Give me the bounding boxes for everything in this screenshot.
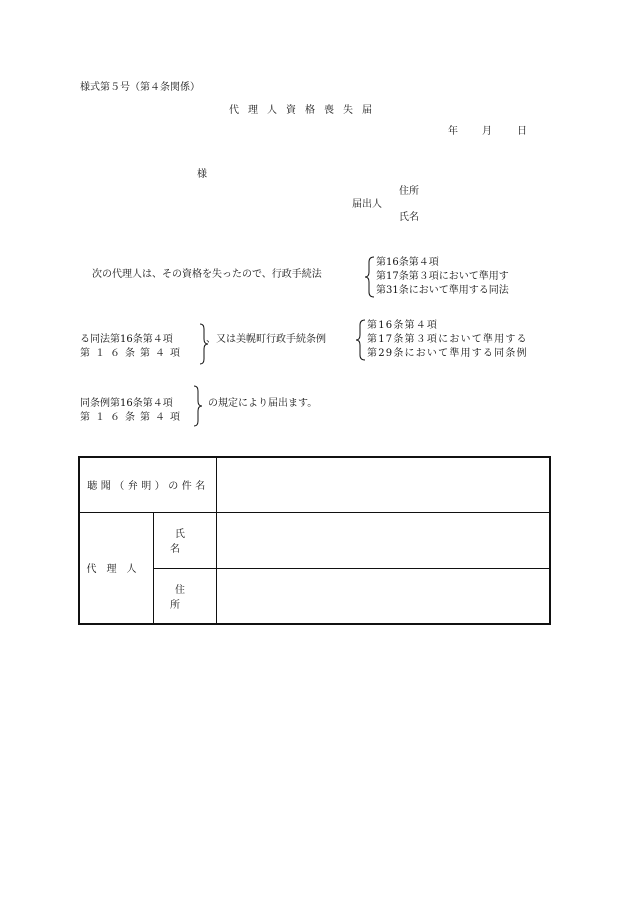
date-year-label: 年 [448, 126, 458, 137]
applicant-role-label: 届出人 [352, 199, 382, 210]
alt-line: 第１６条第４項 [80, 412, 185, 423]
paragraph-2-options [367, 319, 528, 361]
agent-info-table [78, 456, 551, 625]
addressee-suffix: 様 [197, 169, 207, 180]
form-number: 様式第５号（第４条関係） [80, 82, 200, 93]
right-brace-3 [193, 385, 203, 427]
hearing-subject-field[interactable] [217, 457, 551, 512]
page-title: 代理人資格喪失届 [229, 105, 381, 116]
option-line: 第17条第３項において準用する [367, 334, 528, 345]
paragraph-3-tail: の規定により届出ます。 [208, 398, 318, 409]
paragraph-1-lead: 次の代理人は、その資格を失ったので、行政手続法 [92, 269, 322, 280]
alt-line: る同法第16条第４項 [80, 334, 173, 345]
agent-name-field[interactable] [217, 512, 551, 568]
option-line: 第16条第４項 [376, 257, 439, 268]
paragraph-2-lines [80, 333, 185, 361]
paragraph-3-lines [80, 397, 185, 425]
option-line: 第16条第４項 [367, 320, 439, 331]
paragraph-2-middle: 、又は美幌町行政手続条例 [206, 334, 326, 345]
applicant-name-label: 氏名 [399, 212, 419, 223]
date-day-label: 日 [517, 126, 527, 137]
option-line: 第17条第３項において準用す [376, 271, 509, 282]
paragraph-1-options [376, 256, 509, 298]
agent-address-field[interactable] [217, 568, 551, 624]
applicant-address-label: 住所 [399, 186, 419, 197]
left-brace-2b [355, 319, 367, 361]
option-line: 第31条において準用する同法 [376, 285, 509, 296]
alt-line: 第１６条第４項 [80, 348, 185, 359]
agent-label: 代理人 [79, 512, 154, 624]
left-brace-1 [364, 256, 376, 298]
date-month-label: 月 [482, 126, 492, 137]
agent-name-label: 氏名 [154, 512, 217, 568]
agent-address-label: 住所 [154, 568, 217, 624]
hearing-subject-label: 聴聞（弁明）の件名 [79, 457, 217, 512]
alt-line: 同条例第16条第４項 [80, 398, 173, 409]
option-line: 第29条において準用する同条例 [367, 348, 528, 359]
